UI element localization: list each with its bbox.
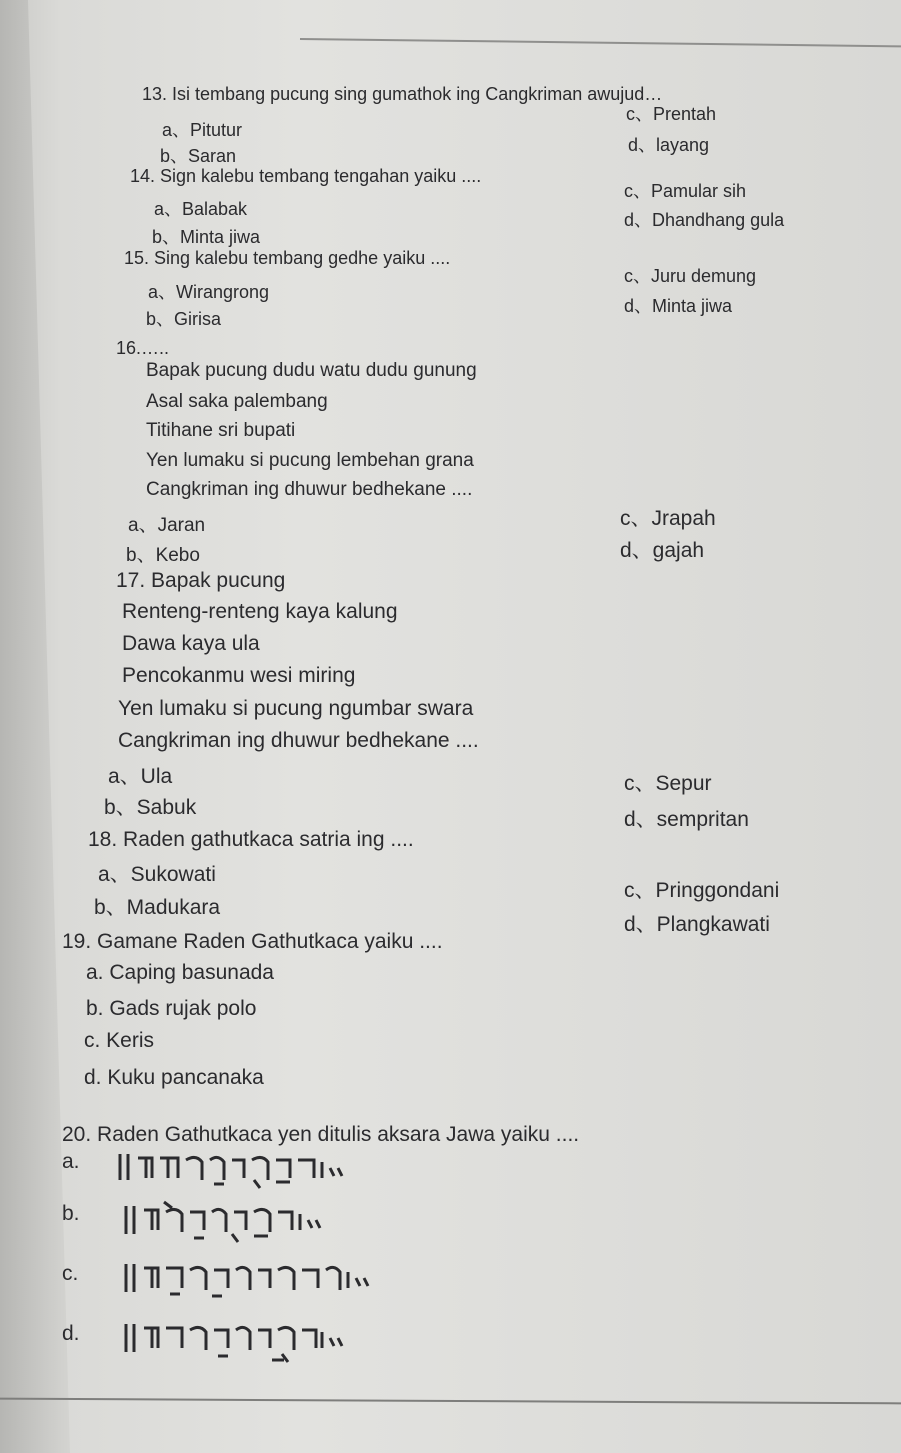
javanese-script-image-b (122, 1198, 342, 1248)
q17-option-b[interactable]: b、Sabuk (104, 796, 197, 819)
q15-option-a[interactable]: a、Wirangrong (148, 282, 270, 302)
q13-option-d[interactable]: d、layang (628, 135, 710, 155)
javanese-script-image-d (122, 1318, 352, 1366)
q16-line-4: Yen lumaku si pucung lembehan grana (146, 450, 474, 471)
q19-option-b[interactable]: b. Gads rujak polo (86, 997, 257, 1020)
q15-option-b[interactable]: b、Girisa (146, 309, 222, 329)
q16-option-a[interactable]: a、Jaran (128, 515, 206, 536)
q19-option-c[interactable]: c. Keris (84, 1029, 155, 1052)
q16-option-d[interactable]: d、gajah (620, 539, 705, 562)
q15-option-d[interactable]: d、Minta jiwa (624, 296, 733, 316)
q13-option-b[interactable]: b、Saran (160, 146, 237, 166)
q14-option-a[interactable]: a、Balabak (154, 199, 248, 219)
q20-question: 20. Raden Gathutkaca yen ditulis aksara Jawa yaiku .... (62, 1123, 580, 1146)
q17-line-1: Renteng-renteng kaya kalung (122, 600, 398, 623)
bottom-rule (0, 1398, 901, 1405)
q16-option-b[interactable]: b、Kebo (126, 545, 200, 566)
q17-line-5: Cangkriman ing dhuwur bedhekane .... (118, 729, 479, 752)
q20-option-d-label: d. (62, 1322, 80, 1345)
q16-line-1: Bapak pucung dudu watu dudu gunung (146, 360, 477, 381)
q13-option-c[interactable]: c、Prentah (626, 104, 717, 124)
q17-option-d[interactable]: d、sempritan (624, 808, 749, 831)
q19-option-d[interactable]: d. Kuku pancanaka (84, 1066, 264, 1089)
q18-option-c[interactable]: c、Pringgondani (624, 879, 780, 902)
javanese-script-image-c (122, 1258, 382, 1304)
q15-question: 15. Sing kalebu tembang gedhe yaiku .... (124, 248, 451, 268)
q14-option-d[interactable]: d、Dhandhang gula (624, 210, 785, 230)
q16-line-3: Titihane sri bupati (146, 420, 296, 441)
javanese-script-image-a (116, 1150, 356, 1192)
q18-question: 18. Raden gathutkaca satria ing .... (88, 828, 414, 851)
q17-option-c[interactable]: c、Sepur (624, 772, 712, 795)
q17-line-2: Dawa kaya ula (122, 632, 260, 655)
q20-option-c-label: c. (62, 1262, 79, 1285)
q17-question: 17. Bapak pucung (116, 569, 286, 592)
q14-option-b[interactable]: b、Minta jiwa (152, 227, 261, 247)
q20-option-a-label: a. (62, 1150, 80, 1173)
q16-line-5: Cangkriman ing dhuwur bedhekane .... (146, 479, 473, 500)
q17-option-a[interactable]: a、Ula (108, 765, 173, 788)
q15-option-c[interactable]: c、Juru demung (624, 266, 757, 286)
q20-option-b-label: b. (62, 1202, 80, 1225)
q18-option-a[interactable]: a、Sukowati (98, 863, 216, 886)
q14-question: 14. Sign kalebu tembang tengahan yaiku .... (130, 166, 482, 186)
q18-option-d[interactable]: d、Plangkawati (624, 913, 770, 936)
q17-line-4: Yen lumaku si pucung ngumbar swara (118, 697, 474, 720)
q14-option-c[interactable]: c、Pamular sih (624, 181, 747, 201)
q16-number: 16.….. (116, 338, 170, 358)
q19-option-a[interactable]: a. Caping basunada (86, 961, 274, 984)
q16-option-c[interactable]: c、Jrapah (620, 507, 716, 530)
top-rule (300, 38, 901, 47)
q16-line-2: Asal saka palembang (146, 391, 328, 412)
q13-option-a[interactable]: a、Pitutur (162, 120, 243, 140)
q17-line-3: Pencokanmu wesi miring (122, 664, 356, 687)
q19-question: 19. Gamane Raden Gathutkaca yaiku .... (62, 930, 443, 953)
q18-option-b[interactable]: b、Madukara (94, 896, 221, 919)
page-edge-shadow (0, 0, 70, 1453)
q13-question: 13. Isi tembang pucung sing gumathok ing Cangkriman awujud… (142, 84, 663, 104)
